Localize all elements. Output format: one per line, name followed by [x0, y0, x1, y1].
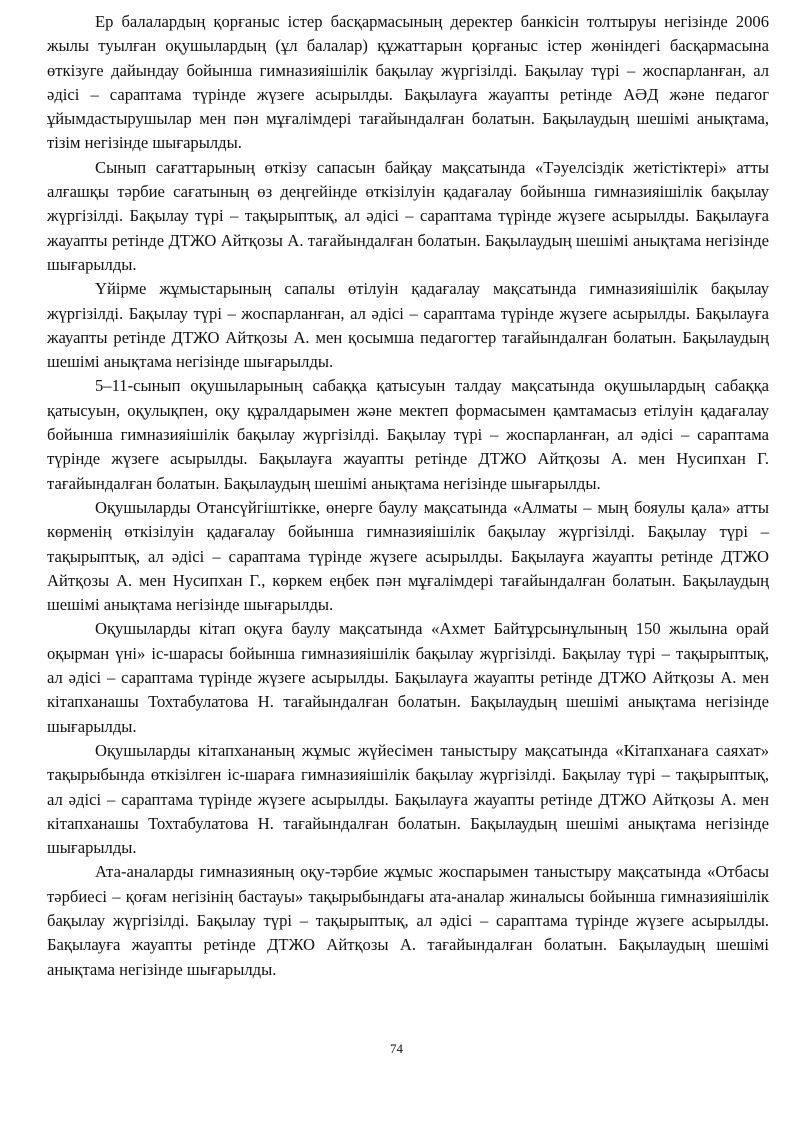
document-body — [47, 10, 769, 982]
paragraph-military-registration: Ер балалардың қорғаныс істер басқармасының деректер банкісін толтыруы негізінде 2006 жылы туылған оқушылардың (ұл балалар) құжаттарын қорғаныс істер жөніндегі басқармасына өткізуге дайындау бойынша гимназияішілік бақылау жүргізілді. Бақылау түрі – жоспарланған, ал әдісі – сараптама түрінде жүзеге асырылды. Бақылауға жауапты ретінде АӘД және педагог ұйымдастырушылар мен пән мұғалімдері тағайындалған болатын. Бақылаудың шешімі анықтама, тізім негізінде шығарылды. — [47, 12, 769, 153]
paragraph-parents-meeting: Ата-аналарды гимназияның оқу-тәрбие жұмыс жоспарымен таныстыру мақсатында «Отбасы тәрбиесі – қоғам негізінің бастауы» тақырыбындағы ата-аналар жиналысы бойынша гимназияішілік бақылау жүргізілді. Бақылау түрі – тақырыптық, ал әдісі – сараптама түрінде жүзеге асырылды. Бақылауға жауапты ретінде ДТЖО Айтқозы А. тағайындалған болатын. Бақылаудың шешімі анықтама негізінде шығарылды. — [47, 862, 769, 979]
paragraph-class-hours: Сынып сағаттарының өткізу сапасын байқау мақсатында «Тәуелсіздік жетістіктері» атты алғашқы тәрбие сағатының өз деңгейінде өткізілуін қадағалау бойынша гимназияішілік бақылау жүргізілді. Бақылау түрі – тақырыптық, ал әдісі – сараптама түрінде жүзеге асырылды. Бақылауға жауапты ретінде ДТЖО Айтқозы А. тағайындалған болатын. Бақылаудың шешімі анықтама негізінде шығарылды. — [47, 157, 769, 274]
paragraph-exhibition: Оқушыларды Отансүйгіштікке, өнерге баулу мақсатында «Алматы – мың бояулы қала» атты көрменің өткізілуін қадағалау бойынша гимназияішілік бақылау жүргізілді. Бақылау түрі – тақырыптық, ал әдісі – сараптама түрінде жүзеге асырылды. Бақылауға жауапты ретінде ДТЖО Айтқозы А. мен Нусипхан Г., көркем еңбек пән мұғалімдері тағайындалған болатын. Бақылаудың шешімі анықтама негізінде шығарылды. — [47, 497, 769, 615]
paragraph-library-trip: Оқушыларды кітапхананың жұмыс жүйесімен таныстыру мақсатында «Кітапханаға саяхат» тақырыбында өткізілген іс-шараға гимназияішілік бақылау жүргізілді. Бақылау түрі – тақырыптық, ал әдісі – сараптама түрінде жүзеге асырылды. Бақылауға жауапты ретінде ДТЖО Айтқозы А. мен кітапханашы Тохтабулатова Н. тағайындалған болатын. Бақылаудың шешімі анықтама негізінде шығарылды. — [47, 740, 769, 858]
page-number: 74 — [390, 1041, 403, 1056]
paragraph-reading-event: Оқушыларды кітап оқуға баулу мақсатында «Ахмет Байтұрсынұлының 150 жылына орай оқырман үні» іс-шарасы бойынша гимназияішілік бақылау жүргізілді. Бақылау түрі – тақырыптық, ал әдісі – сараптама түрінде жүзеге асырылды. Бақылауға жауапты ретінде ДТЖО Айтқозы А. мен кітапханашы Тохтабулатова Н. тағайындалған болатын. Бақылаудың шешімі анықтама негізінде шығарылды. — [47, 619, 769, 736]
paragraph-attendance: 5–11-сынып оқушыларының сабаққа қатысуын талдау мақсатында оқушылардың сабаққа қатысуын, оқулықпен, оқу құралдарымен және мектеп формасымен қамтамасыз етілуін қадағалау бойынша гимназияішілік бақылау жүргізілді. Бақылау түрі – жоспарланған, ал әдісі – сараптама түрінде жүзеге асырылды. Бақылауға жауапты ретінде ДТЖО Айтқозы А. мен Нусипхан Г. тағайындалған болатын. Бақылаудың шешімі анықтама негізінде шығарылды. — [47, 376, 769, 493]
paragraph-clubs: Үйірме жұмыстарының сапалы өтілуін қадағалау мақсатында гимназияішілік бақылау жүргізілді. Бақылау түрі – жоспарланған, ал әдісі – сараптама түрінде жүзеге асырылды. Бақылауға жауапты ретінде ДТЖО Айтқозы А. мен қосымша педагогтер тағайындалған болатын. Бақылаудың шешімі анықтама негізінде шығарылды. — [47, 279, 769, 372]
